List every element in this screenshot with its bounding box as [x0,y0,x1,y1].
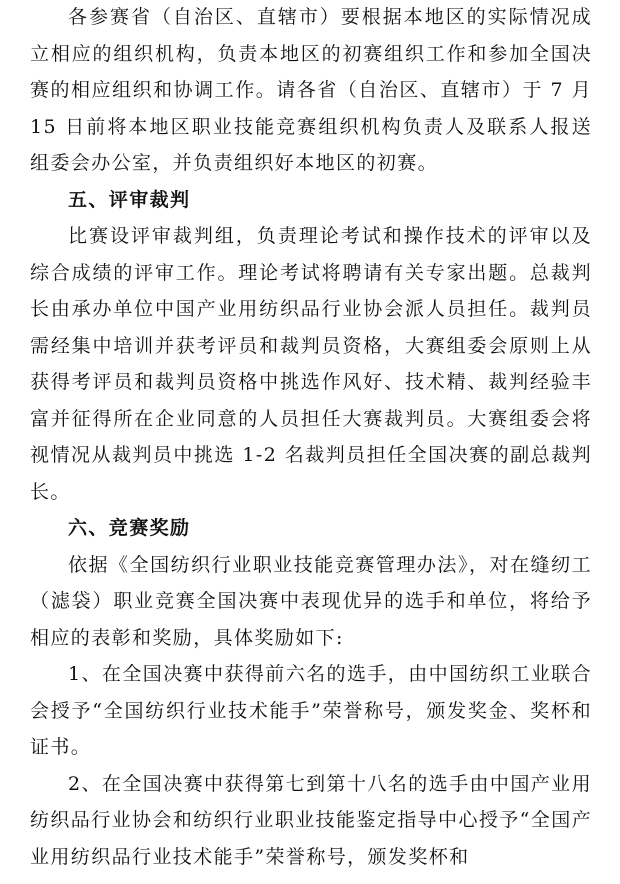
heading-section-5: 五、评审裁判 [68,188,191,211]
paragraph-award-item-2: 2、在全国决赛中获得第七到第十八名的选手由中国产业用纺织品行业协会和纺织行业职业技能鉴定指导中心授予“全国产业用纺织品行业技术能手”荣誉称号，颁发奖杯和 [30,772,592,868]
heading-section-6: 六、竞赛奖励 [68,517,191,539]
paragraph-organization: 各参赛省（自治区、直辖市）要根据本地区的实际情况成立相应的组织机构，负责本地区的初赛组织工作和参加全国决赛的相应组织和协调工作。请各省（自治区、直辖市）于 7 月 15 日前将本地区职业技能竞赛组织机构负责人及联系人报送组委会办公室，并负责组织好本地区的初赛。 [30,6,592,174]
paragraph-judging: 比赛设评审裁判组，负责理论考试和操作技术的评审以及综合成绩的评审工作。理论考试将聘请有关专家出题。总裁判长由承办单位中国产业用纺织品行业协会派人员担任。裁判员需经集中培训并获考评员和裁判员资格，大赛组委会原则上从获得考评员和裁判员资格中挑选作风好、技术精、裁判经验丰富并征得所在企业同意的人员担任大赛裁判员。大赛组委会将视情况从裁判员中挑选 1-2 名裁判员担任全国决赛的副总裁判长。 [30,225,592,503]
paragraph-award-item-1: 1、在全国决赛中获得前六名的选手，由中国纺织工业联合会授予“全国纺织行业技术能手”荣誉称号，颁发奖金、奖杯和证书。 [30,663,592,758]
paragraph-awards-intro: 依据《全国纺织行业职业技能竞赛管理办法》，对在缝纫工（滤袋）职业竞赛全国决赛中表现优异的选手和单位，将给予相应的表彰和奖励，具体奖励如下: [30,553,592,649]
